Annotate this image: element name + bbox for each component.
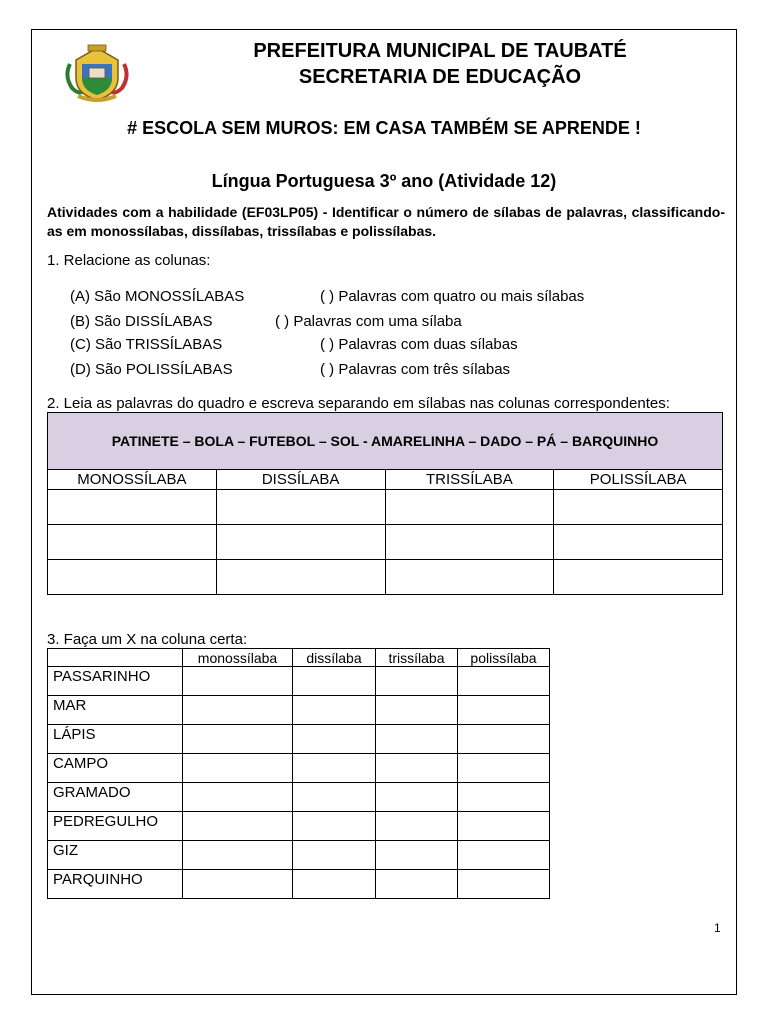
check-cell[interactable] bbox=[458, 783, 550, 812]
check-cell[interactable] bbox=[458, 870, 550, 899]
municipal-crest-logo bbox=[62, 42, 132, 102]
answer-cell[interactable] bbox=[216, 490, 385, 525]
column-header: polissílaba bbox=[458, 649, 550, 667]
check-cell[interactable] bbox=[458, 841, 550, 870]
check-cell[interactable] bbox=[376, 841, 458, 870]
column-header: monossílaba bbox=[183, 649, 293, 667]
word-cell: PARQUINHO bbox=[48, 870, 183, 899]
skill-description: Atividades com a habilidade (EF03LP05) - Identificar o número de sílabas de palavras, classificando-as em monossílabas, dissílabas, trissílabas e polissílabas. bbox=[47, 204, 725, 239]
word-cell: CAMPO bbox=[48, 754, 183, 783]
check-cell[interactable] bbox=[183, 696, 293, 725]
q1-left-item: (B) São DISSÍLABAS bbox=[70, 313, 213, 330]
check-cell[interactable] bbox=[293, 870, 376, 899]
check-cell[interactable] bbox=[293, 696, 376, 725]
question-3-prompt: 3. Faça um X na coluna certa: bbox=[47, 631, 248, 648]
classification-table bbox=[47, 648, 550, 899]
column-header: DISSÍLABA bbox=[216, 470, 385, 490]
page-number: 1 bbox=[714, 921, 721, 935]
answer-cell[interactable] bbox=[385, 560, 554, 595]
lesson-title: Língua Portuguesa 3º ano (Atividade 12) bbox=[211, 171, 557, 191]
check-cell[interactable] bbox=[458, 725, 550, 754]
answer-cell[interactable] bbox=[48, 490, 217, 525]
check-cell[interactable] bbox=[376, 754, 458, 783]
column-header: MONOSSÍLABA bbox=[48, 470, 217, 490]
check-cell[interactable] bbox=[376, 870, 458, 899]
check-cell[interactable] bbox=[183, 667, 293, 696]
check-cell[interactable] bbox=[183, 841, 293, 870]
check-cell[interactable] bbox=[183, 725, 293, 754]
column-header: POLISSÍLABA bbox=[554, 470, 723, 490]
header-line1: PREFEITURA MUNICIPAL DE TAUBATÉ bbox=[253, 40, 627, 62]
answer-cell[interactable] bbox=[48, 560, 217, 595]
check-cell[interactable] bbox=[293, 841, 376, 870]
check-cell[interactable] bbox=[458, 754, 550, 783]
check-cell[interactable] bbox=[293, 783, 376, 812]
check-cell[interactable] bbox=[458, 812, 550, 841]
check-cell[interactable] bbox=[458, 667, 550, 696]
question-1-prompt: 1. Relacione as colunas: bbox=[47, 252, 211, 269]
q1-right-item: ( ) Palavras com três sílabas bbox=[320, 361, 511, 378]
corner-cell bbox=[48, 649, 183, 667]
question-2-prompt: 2. Leia as palavras do quadro e escreva separando em sílabas nas colunas correspondentes: bbox=[47, 395, 670, 412]
q1-right-item: ( ) Palavras com duas sílabas bbox=[320, 336, 518, 353]
word-cell: MAR bbox=[48, 696, 183, 725]
column-header: TRISSÍLABA bbox=[385, 470, 554, 490]
answer-cell[interactable] bbox=[554, 490, 723, 525]
header-line2: SECRETARIA DE EDUCAÇÃO bbox=[298, 66, 582, 88]
check-cell[interactable] bbox=[183, 783, 293, 812]
answer-cell[interactable] bbox=[216, 525, 385, 560]
answer-cell[interactable] bbox=[554, 560, 723, 595]
answer-cell[interactable] bbox=[385, 490, 554, 525]
check-cell[interactable] bbox=[183, 754, 293, 783]
check-cell[interactable] bbox=[293, 667, 376, 696]
check-cell[interactable] bbox=[293, 754, 376, 783]
q1-left-item: (C) São TRISSÍLABAS bbox=[70, 336, 223, 353]
column-header: dissílaba bbox=[293, 649, 376, 667]
subtitle: # ESCOLA SEM MUROS: EM CASA TAMBÉM SE APRENDE ! bbox=[127, 118, 641, 138]
check-cell[interactable] bbox=[293, 812, 376, 841]
q1-left-item: (D) São POLISSÍLABAS bbox=[70, 361, 233, 378]
check-cell[interactable] bbox=[183, 870, 293, 899]
word-cell: GRAMADO bbox=[48, 783, 183, 812]
check-cell[interactable] bbox=[376, 783, 458, 812]
word-cell: PASSARINHO bbox=[48, 667, 183, 696]
column-header: trissílaba bbox=[376, 649, 458, 667]
check-cell[interactable] bbox=[376, 812, 458, 841]
syllable-separation-table bbox=[47, 412, 723, 595]
word-cell: PEDREGULHO bbox=[48, 812, 183, 841]
answer-cell[interactable] bbox=[216, 560, 385, 595]
answer-cell[interactable] bbox=[48, 525, 217, 560]
check-cell[interactable] bbox=[376, 667, 458, 696]
q1-right-item: ( ) Palavras com uma sílaba bbox=[275, 313, 462, 330]
q1-right-item: ( ) Palavras com quatro ou mais sílabas bbox=[320, 288, 585, 305]
q1-left-item: (A) São MONOSSÍLABAS bbox=[70, 288, 245, 305]
check-cell[interactable] bbox=[458, 696, 550, 725]
check-cell[interactable] bbox=[376, 725, 458, 754]
word-cell: GIZ bbox=[48, 841, 183, 870]
check-cell[interactable] bbox=[183, 812, 293, 841]
answer-cell[interactable] bbox=[385, 525, 554, 560]
answer-cell[interactable] bbox=[554, 525, 723, 560]
word-bank: PATINETE – BOLA – FUTEBOL – SOL - AMARELINHA – DADO – PÁ – BARQUINHO bbox=[48, 413, 723, 470]
word-cell: LÁPIS bbox=[48, 725, 183, 754]
check-cell[interactable] bbox=[376, 696, 458, 725]
check-cell[interactable] bbox=[293, 725, 376, 754]
